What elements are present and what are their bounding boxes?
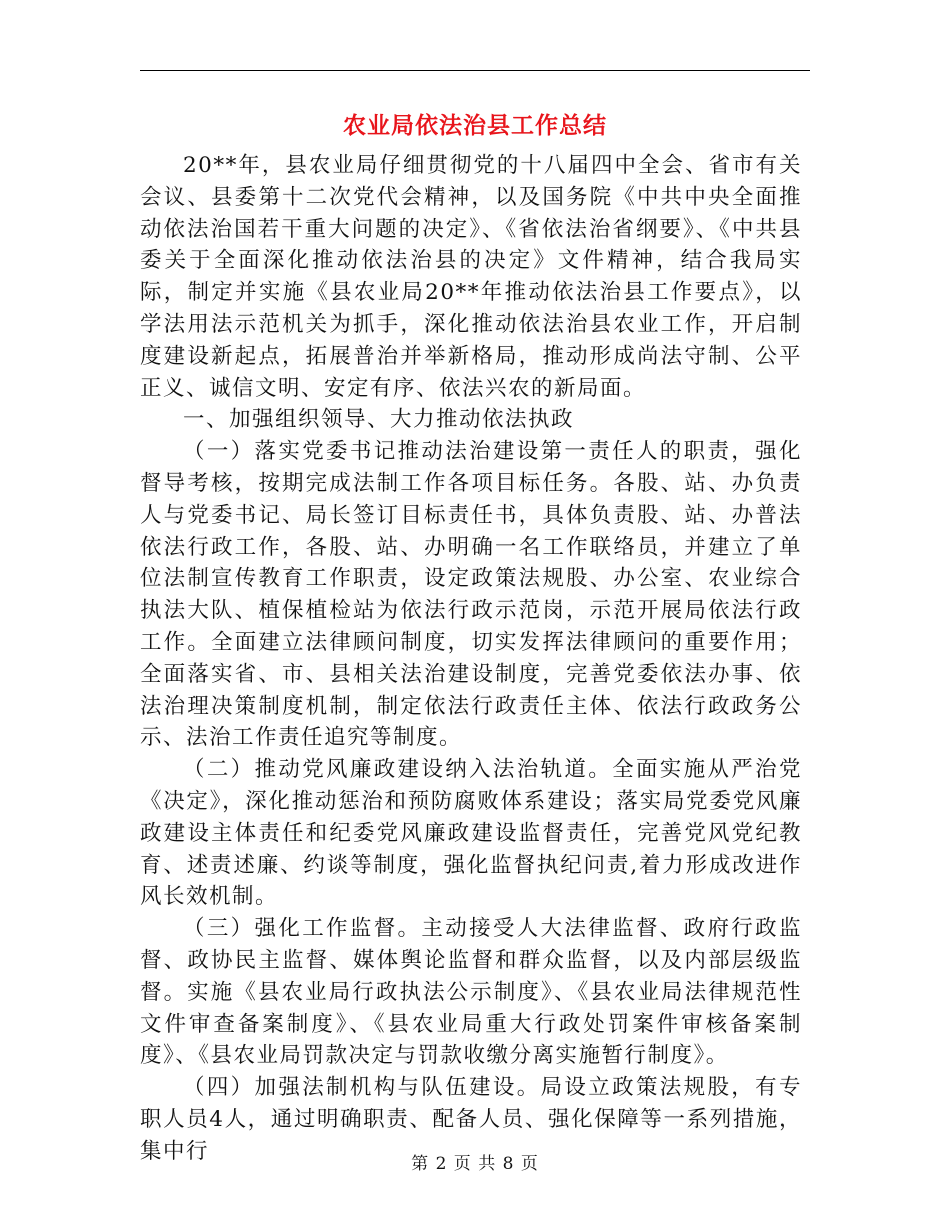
document-title: 农业局依法治县工作总结 xyxy=(343,113,607,139)
document-body xyxy=(140,150,802,1168)
page-number-footer: 第 2 页 共 8 页 xyxy=(411,1154,539,1174)
paragraph-item-2: （二）推动党风廉政建设纳入法治轨道。全面实施从严治党《决定》，深化推动惩治和预防腐败体系建设；落实局党委党风廉政建设主体责任和纪委党风廉政建设监督责任，完善党风党纪教育、述责述廉、约谈等制度，强化监督执纪问责,着力形成改进作风长效机制。 xyxy=(140,757,802,910)
section-heading-1: 一、加强组织领导、大力推动依法执政 xyxy=(183,407,575,433)
paragraph-intro: 20**年，县农业局仔细贯彻党的十八届四中全会、省市有关会议、县委第十二次党代会精神，以及国务院《中共中央全面推动依法治国若干重大问题的决定》、《省依法治省纲要》、《中共县委关于全面深化推动依法治县的决定》文件精神，结合我局实际，制定并实施《县农业局20**年推动依法治县工作要点》，以学法用法示范机关为抓手，深化推动依法治县农业工作，开启制度建设新起点，拓展普治并举新格局，推动形成尚法守制、公平正义、诚信文明、安定有序、依法兴农的新局面。 xyxy=(140,153,802,401)
paragraph-item-1: （一）落实党委书记推动法治建设第一责任人的职责，强化督导考核，按期完成法制工作各项目标任务。各股、站、办负责人与党委书记、局长签订目标责任书，具体负责股、站、办普法依法行政工作，各股、站、办明确一名工作联络员，并建立了单位法制宣传教育工作职责，设定政策法规股、办公室、农业综合执法大队、植保植检站为依法行政示范岗，示范开展局依法行政工作。全面建立法律顾问制度，切实发挥法律顾问的重要作用；全面落实省、市、县相关法治建设制度，完善党委依法办事、依法治理决策制度机制，制定依法行政责任主体、依法行政政务公示、法治工作责任追究等制度。 xyxy=(140,439,802,751)
paragraph-item-3: （三）强化工作监督。主动接受人大法律监督、政府行政监督、政协民主监督、媒体舆论监督和群众监督，以及内部层级监督。实施《县农业局行政执法公示制度》、《县农业局法律规范性文件审查备案制度》、《县农业局重大行政处罚案件审核备案制度》、《县农业局罚款决定与罚款收缴分离实施暂行制度》。 xyxy=(140,916,802,1069)
header-rule xyxy=(140,70,810,71)
paragraph-item-4: （四）加强法制机构与队伍建设。局设立政策法规股，有专职人员4人，通过明确职责、配备人员、强化保障等一系列措施，集中行 xyxy=(140,1075,802,1164)
